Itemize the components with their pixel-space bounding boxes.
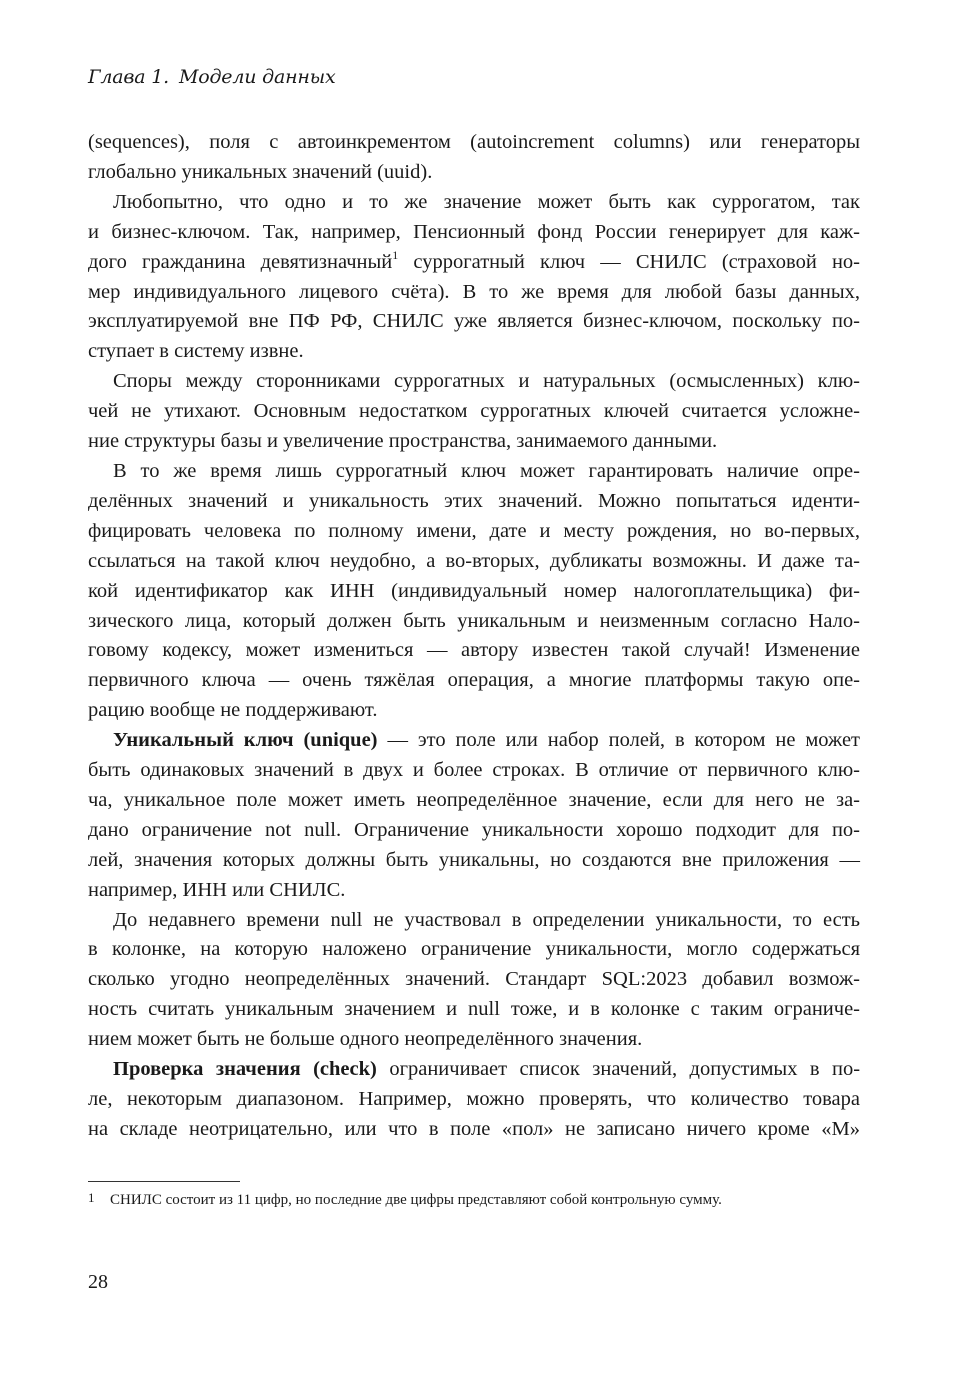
text-line: зического лица, который должен быть уникальным и неизменным согласно Нало- [88, 609, 860, 632]
text-line: ле, некоторым диапазоном. Например, можно проверять, что количество товара [88, 1088, 860, 1110]
term-check: Проверка значения (check) [113, 1058, 377, 1081]
text-line: ступает в систему извне. [88, 340, 304, 363]
text-line: чей не утихают. Основным недостатком суррогатных ключей считается усложне- [88, 400, 860, 423]
text-line: первичного ключа — очень тяжёлая операция, а многие платформы такую опе- [88, 669, 860, 692]
text-fragment: — это поле или набор полей, в котором не может [387, 729, 860, 752]
paragraph-3 [88, 367, 860, 457]
footnote-divider [88, 1181, 240, 1182]
text-line: До недавнего времени null не участвовал в определении уникальности, то есть [113, 908, 860, 931]
text-line: дано ограничение not null. Ограничение уникальности хорошо подходит для по- [88, 818, 860, 841]
paragraph-1 [88, 128, 860, 188]
running-head [88, 66, 336, 88]
text-line: мер индивидуального лицевого счёта). В то же время для любой базы данных, [88, 280, 860, 303]
chapter-number: Глава 1. [88, 66, 169, 88]
paragraph-6 [88, 906, 860, 1056]
text-line: говому кодексу, может измениться — автору известен такой случай! Изменение [88, 639, 860, 662]
text-fragment: дого гражданина девятизначный [88, 250, 393, 273]
paragraph-unique-key [88, 726, 860, 905]
term-unique-key: Уникальный ключ (unique) [113, 729, 378, 752]
text-line: в колонке, на которую наложено ограничение уникальности, могло содержаться [88, 938, 860, 961]
footnote [88, 1188, 722, 1210]
text-line: быть одинаковых значений в двух и более строках. В отличие от первичного клю- [88, 759, 860, 782]
text-line: эксплуатируемой вне ПФ РФ, СНИЛС уже является бизнес-ключом, поскольку по- [88, 310, 860, 333]
text-line: (sequences), поля с автоинкрементом (autoincrement columns) или генераторы [88, 131, 860, 153]
footnote-ref[interactable]: 1 [392, 247, 399, 262]
page-body [88, 128, 860, 1145]
chapter-title: Модели данных [178, 66, 336, 88]
text-line: глобально уникальных значений (uuid). [88, 160, 433, 183]
paragraph-check [88, 1055, 860, 1145]
text-line-with-footnote [88, 248, 860, 278]
text-line: на складе неотрицательно, или что в поле «пол» не записано ничего кроме «М» [88, 1117, 860, 1140]
footnote-mark: 1 [88, 1190, 95, 1205]
text-line: и бизнес-ключом. Так, например, Пенсионный фонд России генерирует для каж- [88, 220, 860, 243]
text-line: ссылаться на такой ключ неудобно, а во-вторых, дубликаты возможны. И даже та- [88, 549, 860, 572]
text-line: делённых значений и уникальность этих значений. Можно попытаться иденти- [88, 489, 860, 512]
text-line: Споры между сторонниками суррогатных и натуральных (осмысленных) клю- [113, 370, 860, 393]
text-line: ность считать уникальным значением и null тоже, и в колонке с таким ограниче- [88, 998, 860, 1021]
text-line: рацию вообще не поддерживают. [88, 699, 378, 722]
paragraph-4 [88, 457, 860, 726]
text-line: нием может быть не больше одного неопределённого значения. [88, 1028, 643, 1051]
text-line: ча, уникальное поле может иметь неопределённое значение, если для него не за- [88, 788, 860, 811]
text-line: ние структуры базы и увеличение пространства, занимаемого данными. [88, 430, 718, 453]
text-line: В то же время лишь суррогатный ключ может гарантировать наличие опре- [113, 459, 860, 482]
text-line: например, ИНН или СНИЛС. [88, 878, 346, 901]
definition-line [88, 726, 860, 756]
text-line: фицировать человека по полному имени, дате и месту рождения, но во-первых, [88, 519, 860, 542]
text-line: Любопытно, что одно и то же значение может быть как суррогатом, так [113, 190, 860, 213]
text-line: кой идентификатор как ИНН (индивидуальный номер налогоплательщика) фи- [88, 579, 860, 602]
page-number: 28 [88, 1271, 108, 1293]
text-fragment: ограничивает список значений, допустимых в по- [389, 1058, 861, 1081]
text-fragment: суррогатный ключ — СНИЛС (страховой но- [413, 250, 861, 273]
definition-line [88, 1055, 860, 1085]
text-line: лей, значения которых должны быть уникальны, но создаются вне приложения — [88, 848, 860, 871]
text-line: сколько угодно неопределённых значений. Стандарт SQL:2023 добавил возмож- [88, 968, 860, 991]
paragraph-2 [88, 188, 860, 367]
footnote-text: СНИЛС состоит из 11 цифр, но последние две цифры представляют собой контрольную сумму. [110, 1192, 722, 1208]
